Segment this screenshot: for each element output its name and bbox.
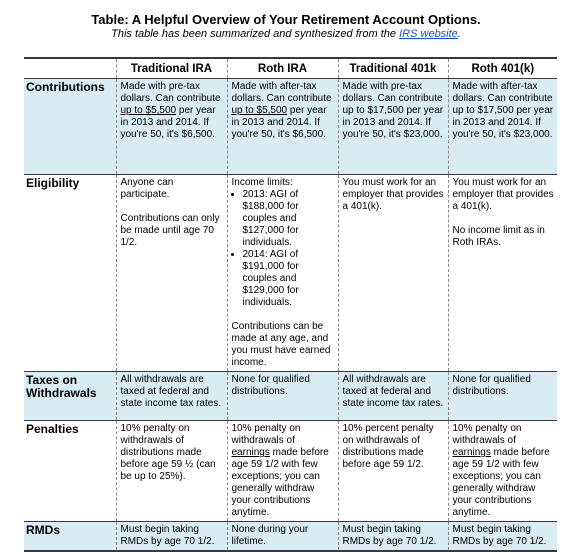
header-traditional-ira: Traditional IRA [116,58,227,79]
contribution-limit-link[interactable]: up to $5,500 [231,105,288,116]
cell-penalties-roth-401k [448,421,557,522]
subtitle-text: This table has been summarized and synthesized from the [111,28,397,40]
cell-contributions-traditional-ira [116,79,227,175]
cell-penalties-traditional-401k: 10% percent penalty on withdrawals of distributions made before age 59 1/2. [338,421,448,522]
cell-text: per year in 2013 and 2014. If you're 50, it's $6,500. [120,105,216,140]
row-rmds [24,522,557,552]
cell-text: Made with pre-tax dollars. Can contribute [120,81,221,104]
cell-text: made before age 59 1/2 with few exceptions; you can generally withdraw your contributions anytime. [231,447,329,518]
header-empty [24,58,116,79]
cell-taxes-roth-401k: None for qualified distributions. [448,372,557,421]
cell-penalties-traditional-ira: 10% penalty on withdrawals of distributions made before age 59 ½ (can be up to 25%). [116,421,227,522]
cell-eligibility-traditional-ira [116,175,227,372]
header-traditional-401k: Traditional 401k [338,58,448,79]
cell-contributions-traditional-401k: Made with pre-tax dollars. Can contribute up to $17,500 per year in 2013 and 2014. If you're 50, it's $23,000. [338,79,448,175]
row-taxes [24,372,557,421]
cell-paragraph: No income limit as in Roth IRAs. [452,225,545,248]
row-eligibility [24,175,557,372]
cell-eligibility-roth-ira [227,175,338,372]
row-contributions [24,79,557,175]
header-row [24,58,557,79]
cell-paragraph: Income limits: [231,177,293,188]
cell-rmds-roth-ira: None during your lifetime. [227,522,338,552]
row-penalties [24,421,557,522]
cell-taxes-traditional-401k: All withdrawals are taxed at federal and state income tax rates. [338,372,448,421]
cell-paragraph: Contributions can be made at any age, and you must have earned income. [231,321,331,368]
cell-paragraph: Contributions can only be made until age 70 1/2. [120,213,220,248]
row-label-taxes: Taxes on Withdrawals [24,372,116,421]
cell-rmds-roth-401k: Must begin taking RMDs by age 70 1/2. [448,522,557,552]
cell-rmds-traditional-401k: Must begin taking RMDs by age 70 1/2. [338,522,448,552]
list-item: • 2014: AGI of $191,000 for couples and $129,000 for individuals. [243,249,335,309]
retirement-options-table [24,57,557,552]
irs-website-link[interactable]: IRS website [399,28,458,40]
cell-eligibility-traditional-401k: You must work for an employer that provides a 401(k). [338,175,448,372]
cell-eligibility-roth-401k [448,175,557,372]
list-item: • 2013: AGI of $188,000 for couples and $127,000 for individuals. [243,189,335,249]
cell-contributions-roth-401k: Made with after-tax dollars. Can contribute up to $17,500 per year in 2013 and 2014. If you're 50, it's $23,000. [448,79,557,175]
income-limit-list [232,189,335,309]
cell-text: Made with after-tax dollars. Can contribute [231,81,332,104]
cell-text: per year in 2013 and 2014. If you're 50, it's $6,500. [231,105,327,140]
cell-penalties-roth-ira [227,421,338,522]
cell-contributions-roth-ira [227,79,338,175]
row-label-penalties: Penalties [24,421,116,522]
cell-paragraph: You must work for an employer that provides a 401(k). [452,177,554,212]
header-roth-401k: Roth 401(k) [448,58,557,79]
earnings-link[interactable]: earnings [452,447,491,458]
header-roth-ira: Roth IRA [227,58,338,79]
row-label-rmds: RMDs [24,522,116,552]
cell-taxes-traditional-ira: All withdrawals are taxed at federal and state income tax rates. [116,372,227,421]
earnings-link[interactable]: earnings [231,447,270,458]
cell-text: made before age 59 1/2 with few exceptions; you can generally withdraw your contributions anytime. [452,447,550,518]
cell-text: 10% penalty on withdrawals of [231,423,301,446]
cell-text: 10% penalty on withdrawals of [452,423,522,446]
cell-paragraph: Anyone can participate. [120,177,174,200]
row-label-contributions: Contributions [24,79,116,175]
page-subtitle [0,28,572,40]
cell-rmds-traditional-ira: Must begin taking RMDs by age 70 1/2. [116,522,227,552]
row-label-eligibility: Eligibility [24,175,116,372]
page-title: Table: A Helpful Overview of Your Retirement Account Options. [91,12,481,27]
cell-taxes-roth-ira: None for qualified distributions. [227,372,338,421]
contribution-limit-link[interactable]: up to $5,500 [120,105,177,116]
subtitle-period: . [457,28,461,40]
